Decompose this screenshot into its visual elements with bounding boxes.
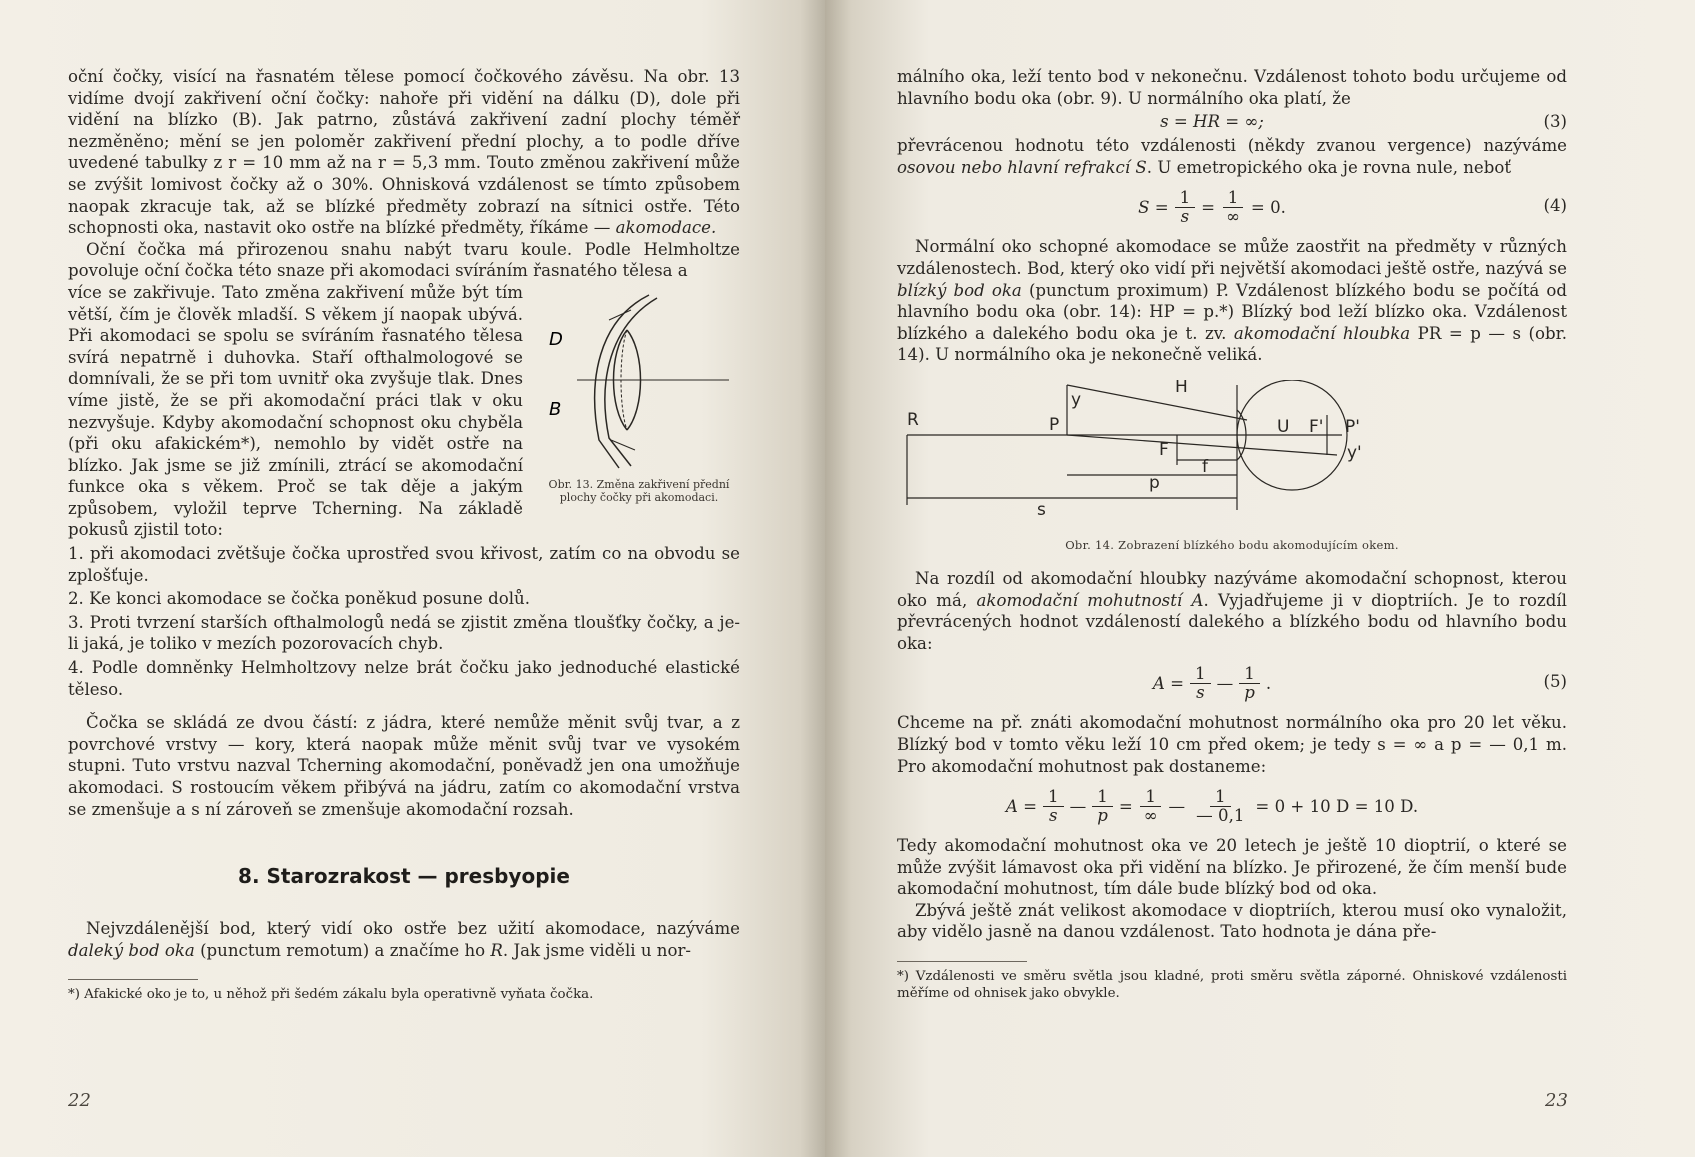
label-f-focus: F	[1159, 439, 1169, 460]
footnote: *) Vzdálenosti ve směru světla jsou kladné, proti směru světla záporné. Ohniskové vzdálenosti měříme od ohnisek jako obvykle.	[897, 969, 1567, 1002]
ray-from-object	[1067, 385, 1247, 420]
paragraph: oční čočky, visící na řasnatém tělese pomocí čočkového závěsu. Na obr. 13 vidíme dvojí zakřivení oční čočky: nahoře při vidění na dálku (D), dole při vidění na blízko (B). Jak patrno, zůstává zakřivení zadní plochy téměř nezměněno; mění se jen poloměr zakřivení přední plochy, a to podle dříve uvedené tabulky z r = 10 mm až na r = 5,3 mm. Touto změnou zakřivení může se zvýšit lomivost čočky až o 30%. Ohnisková vzdálenost se tímto způsobem naopak zkracuje tak, až se blízké předměty zobrazí na sítnici ostře. Této schopnosti oka, nastavit oko ostře na blízké předměty, říkáme — akomodace.	[68, 67, 740, 238]
left-text-column	[68, 66, 740, 1003]
figure-14-caption: Obr. 14. Zobrazení blízkého bodu akomodujícím okem.	[1065, 537, 1399, 552]
paragraph: Oční čočka má přirozenou snahu nabýt tvaru koule. Podle Helmholtze povoluje oční čočka této snaze při akomodaci svíráním řasnatého tělesa a	[68, 239, 740, 281]
paragraph: Čočka se skládá ze dvou částí: z jádra, které nemůže měnit svůj tvar, a z povrchové vrstvy — kory, která naopak může měnit svůj tvar ve vysokém stupni. Tuto vrstvu nazval Tcherning akomodační, poněvadž jen ona umožňuje akomodaci. S rostoucím věkem přibývá na jádru, zatím co akomodační vrstva se zmenšuje a s ní zároveň se zmenšuje akomodační rozsah.	[68, 713, 740, 819]
figure-13-caption: Obr. 13. Změna zakřivení přední plochy čočky při akomodaci.	[548, 477, 730, 504]
list-item: 2. Ke konci akomodace se čočka poněkud posune dolů.	[68, 589, 530, 609]
right-text-column	[897, 66, 1567, 1002]
label-p-small: p	[1149, 472, 1160, 493]
paragraph: více se zakřivuje. Tato změna zakřivení může být tím větší, čím je člověk mladší. S věkem jí naopak ubývá. Při akomodaci se spolu se svíráním řasnatého tělesa svírá nepatrně i duhovka. Staří ofthalmologové se domnívali, že se při tom uvnitř oka zvyšuje tlak. Dnes víme jistě, že se při akomodační práci tlak v oku nezvyšuje. Kdyby akomodační schopnost oku chyběla (při oku afakickém*), nemohlo by vidět ostře na blízko. Jak jsme se již zmínili, ztrácí se akomodační funkce oka s věkem. Proč se tak děje a jakým způsobem, vyložil teprve Tcherning. Na základě pokusů zjistil toto:	[68, 282, 523, 540]
equation-4: S = $\frac{1}{s}$ = $\frac{1}{\infty}$ = 0. (4)	[1138, 187, 1567, 226]
left-page	[0, 0, 825, 1157]
right-page	[825, 0, 1695, 1157]
paragraph: Zbývá ještě znát velikost akomodace v dioptriích, kterou musí oko vynaložit, aby vidělo jasně na danou vzdálenost. Tato hodnota je dána pře-	[897, 900, 1567, 942]
label-s: s	[1037, 499, 1046, 520]
label-f-small: f	[1202, 456, 1208, 477]
paragraph: Chceme na př. znáti akomodační mohutnost normálního oka pro 20 let věku. Blízký bod v tomto věku leží 10 cm před okem; je tedy s = ∞ a p = — 0,1 m. Pro akomodační mohutnost pak dostaneme:	[897, 713, 1567, 776]
label-r: R	[907, 409, 919, 430]
figure-13	[539, 290, 739, 504]
section-title: 8. Starozrakost — presbyopie	[238, 864, 570, 889]
list-item: 1. při akomodaci zvětšuje čočka uprostřed svou křivost, zatím co na obvodu se zplošťuje.	[68, 544, 740, 585]
paragraph: Tedy akomodační mohutnost oka ve 20 letech je ještě 10 dioptrií, o které se může zvýšit lámavost oka při vidění na blízko. Je přirozené, že čím menší bude akomodační mohutnost, tím dále bude blízký bod od oka.	[897, 836, 1567, 899]
paragraph: Nejvzdálenější bod, který vidí oko ostře bez užití akomodace, nazýváme daleký bod oka (punctum remotum) a značíme ho R. Jak jsme viděli u nor-	[68, 919, 740, 960]
page-number: 23	[1545, 1090, 1568, 1111]
label-p: P	[1049, 414, 1060, 435]
equation-3: s = HR = ∞; (3)	[1160, 112, 1567, 132]
label-h: H	[1175, 379, 1188, 397]
equation-5: A = $\frac{1}{s}$ — $\frac{1}{p}$ . (5)	[1152, 663, 1567, 702]
footnote: *) Afakické oko je to, u něhož při šedém zákalu byla operativně vyňata čočka.	[68, 987, 594, 1003]
footnote-divider	[68, 979, 198, 980]
equation-6: A = $\frac{1}{s}$ — $\frac{1}{p}$ = $\frac{1}{\infty}$ — $\frac{1}{— 0,1}$ = 0 + 10 D = 10 D.	[1005, 786, 1419, 825]
label-d: D	[549, 328, 563, 350]
paragraph: převrácenou hodnotu této vzdálenosti (někdy zvanou vergence) nazýváme osovou nebo hlavní refrakcí S. U emetropického oka je rovna nule, neboť	[897, 136, 1567, 177]
list-item: 4. Podle domněnky Helmholtzovy nelze brát čočku jako jednoduché elastické těleso.	[68, 658, 740, 699]
paragraph: málního oka, leží tento bod v nekonečnu. Vzdálenost tohoto bodu určujeme od hlavního bodu oka (obr. 9). U normálního oka platí, že	[897, 67, 1567, 108]
label-p-prime: P'	[1345, 416, 1360, 437]
label-u: U	[1277, 416, 1290, 437]
findings-list	[68, 543, 740, 700]
figure-wrap-block	[68, 282, 740, 541]
footnote-divider	[897, 961, 1027, 962]
label-y-prime: y'	[1347, 442, 1362, 463]
paragraph: Na rozdíl od akomodační hloubky nazýváme akomodační schopnost, kterou oko má, akomodační mohutností A. Vyjadřujeme ji v dioptriích. Je to rozdíl převrácených hodnot vzdáleností dalekého a blízkého bodu od hlavního bodu oka:	[897, 568, 1567, 653]
label-f-prime: F'	[1309, 416, 1324, 437]
figure-14	[897, 380, 1567, 530]
label-y: y	[1071, 389, 1082, 410]
paragraph: Normální oko schopné akomodace se může zaostřit na předměty v různých vzdálenostech. Bod, který oko vidí při největší akomodaci ještě ostře, nazývá se blízký bod oka (punctum proximum) P. Vzdálenost blízkého bodu se počítá od hlavního bodu oka (obr. 14): HP = p.*) Blízký bod leží blízko oka. Vzdálenost blízkého a dalekého bodu oka je t. zv. akomodační hloubka PR = p — s (obr. 14). U normálního oka je nekonečně veliká.	[897, 237, 1568, 365]
list-item: 3. Proti tvrzení starších ofthalmologů nedá se zjistit změna tloušťky čočky, a je-li jaká, je toliko v mezích pozorovacích chyb.	[68, 612, 740, 654]
label-b: B	[549, 398, 562, 420]
page-number: 22	[68, 1090, 91, 1111]
lens-curvature-diagram	[539, 290, 739, 470]
ray-axis	[1067, 435, 1337, 455]
